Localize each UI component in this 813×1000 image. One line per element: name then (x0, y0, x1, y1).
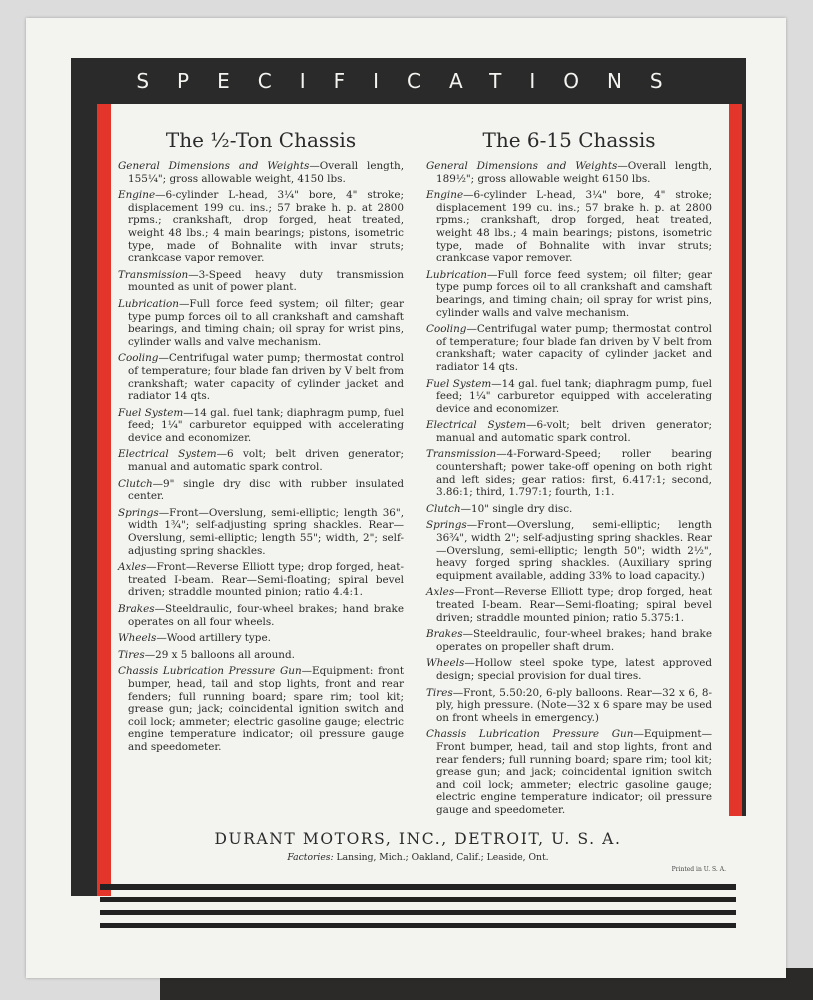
spec-term: Wheels (426, 657, 465, 670)
spec-item (426, 419, 712, 444)
spec-item (426, 657, 712, 682)
spec-item (118, 448, 404, 473)
spec-item (118, 189, 404, 265)
spec-item (118, 352, 404, 402)
half-ton-chassis-column (118, 128, 404, 758)
spec-text: —Overall length, 189½"; gross allowable weight 6150 lbs. (436, 160, 712, 185)
spec-text: —Front—Reverse Elliott type; drop forged, heat treated I-beam. Rear—Semi-floating; spiral bevel driven; straddle mounted pinion; ratio 5.375:1. (436, 586, 712, 624)
spec-item (426, 323, 712, 373)
spec-text: —4-Forward-Speed; roller bearing countershaft; power take-off opening on both right and left sides; gear ratios: first, 6.417:1; second, 3.86:1; third, 1.797:1; fourth, 1:1. (436, 448, 712, 499)
factories-line (118, 852, 718, 863)
spec-term: Springs (118, 506, 159, 519)
spec-text: —10" single dry disc. (460, 502, 573, 515)
company-name: DURANT MOTORS, INC., DETROIT, U. S. A. (214, 830, 622, 848)
spec-term: Transmission (426, 448, 497, 461)
factories-list: Lansing, Mich.; Oakland, Calif.; Leaside, Ont. (336, 852, 549, 863)
spec-item (118, 561, 404, 599)
spec-text: —3-Speed heavy duty transmission mounted as unit of power plant. (128, 268, 404, 294)
footer-stripe (100, 910, 736, 915)
spec-text: —Hollow steel spoke type, latest approved design; special provision for dual tires. (436, 657, 712, 682)
half-ton-chassis-title: The ½-Ton Chassis (165, 128, 357, 152)
spec-item (426, 586, 712, 624)
spec-term: Clutch (118, 477, 153, 490)
spec-item (118, 632, 404, 645)
spec-term: Tires (426, 686, 453, 699)
spec-item (426, 519, 712, 582)
spec-item (426, 728, 712, 816)
half-ton-spec-list (118, 160, 404, 754)
spec-item (426, 378, 712, 416)
printed-note: Printed in U. S. A. (671, 866, 726, 873)
spec-term: Cooling (426, 323, 467, 336)
left-red-border (97, 104, 111, 896)
spec-item (426, 448, 712, 498)
spec-text: —14 gal. fuel tank; diaphragm pump, fuel feed; 1¼" carburetor equipped with accelerating device and economizer. (128, 406, 404, 444)
six-fifteen-spec-list (426, 160, 712, 817)
left-black-border (71, 104, 97, 896)
spec-term: Clutch (426, 502, 461, 515)
spec-text: —Front—Overslung, semi-elliptic; length 36¾", width 2"; self-adjusting spring shackles. Rear—Overslung, semi-elliptic; length 50"; width 2½", heavy forged spring shackles. (Auxiliary spring equipment available, adding 33% to load capacity.) (436, 519, 712, 582)
six-fifteen-chassis-column (426, 128, 712, 821)
spec-term: Wheels (118, 632, 157, 645)
spec-text: —6-cylinder L-head, 3¼" bore, 4" stroke; displacement 199 cu. ins.; 57 brake h. p. at 2800 rpms.; crankshaft, drop forged, heat treated, weight 48 lbs.; 4 main bearings; pistons, isometric type, made of Bohnalite with invar struts; crankcase vapor remover. (128, 189, 404, 265)
spec-text: —Front—Reverse Elliott type; drop forged, heat-treated I-beam. Rear—Semi-floating; spiral bevel driven; straddle mounted pinion; ratio 4.4:1. (128, 561, 404, 599)
spec-text: —9" single dry disc with rubber insulated center. (128, 477, 404, 503)
spec-term: Brakes (426, 628, 463, 641)
spec-term: Chassis Lubrication Pressure Gun (118, 665, 302, 678)
spec-text: —Steeldraulic, four-wheel brakes; hand brake operates on all four wheels. (128, 603, 404, 628)
spec-item (426, 189, 712, 265)
spec-item (426, 160, 712, 185)
right-black-border (742, 104, 746, 816)
footer-stripe (100, 923, 736, 928)
spec-term: Axles (118, 561, 147, 574)
spec-term: Brakes (118, 603, 155, 615)
spec-term: Fuel System (426, 377, 492, 390)
spec-item (118, 269, 404, 294)
spec-item (118, 507, 404, 557)
spec-term: Axles (426, 586, 455, 599)
spec-text: —Steeldraulic, four-wheel brakes; hand brake operates on propeller shaft drum. (436, 628, 712, 653)
spec-term: Engine (426, 189, 464, 202)
spec-term: Cooling (118, 352, 159, 365)
spec-text: —Front—Overslung, semi-elliptic; length 36", width 1¾"; self-adjusting spring shackles. Rear—Overslung, semi-elliptic; length 55"; width, 2"; self-adjusting spring shackles. (128, 506, 404, 557)
spec-text: —29 x 5 balloons all around. (144, 648, 295, 661)
six-fifteen-chassis-title: The 6-15 Chassis (482, 128, 656, 152)
spec-text: —Front, 5.50:20, 6-ply balloons. Rear—32 x 6, 8-ply, high pressure. (Note—32 x 6 spare may be used on front wheels in emergency.) (436, 686, 712, 724)
spec-item (118, 665, 404, 753)
spec-term: Electrical System (118, 448, 217, 461)
spec-item (118, 298, 404, 348)
spec-text: —Full force feed system; oil filter; gear type pump forces oil to all crankshaft and camshaft bearings, and timing chain; oil spray for wrist pins, cylinder walls and valve mechanism. (436, 268, 712, 319)
spec-text: —Centrifugal water pump; thermostat control of temperature; four blade fan driven by V belt from crankshaft; water capacity of cylinder jacket and radiator 14 qts. (128, 352, 404, 403)
spec-item (426, 503, 712, 516)
spec-item (118, 478, 404, 503)
spec-item (118, 649, 404, 662)
spec-text: —Centrifugal water pump; thermostat control of temperature; four blade fan driven by V belt from crankshaft; water capacity of cylinder jacket and radiator 14 qts. (436, 323, 712, 373)
spec-term: Lubrication (426, 268, 487, 281)
spec-item (118, 603, 404, 628)
spec-text: —6-cylinder L-head, 3¼" bore, 4" stroke; displacement 199 cu. ins.; 57 brake h. p. at 2800 rpms.; crankshaft, drop forged, heat treated, weight 48 lbs.; 4 main bearings; pistons, isometric type, made of Bohnalite with invar struts; crankcase vapor remover. (436, 189, 712, 265)
footer-stripe (100, 884, 736, 890)
spec-item (118, 160, 404, 185)
factories-label: Factories: (287, 852, 334, 863)
spec-term: General Dimensions and Weights (118, 160, 310, 172)
spec-text: —Equipment: front bumper, head, tail and stop lights, front and rear fenders; full running board; spare rim; tool kit; grease gun; jack; coincidental ignition switch and coil lock; ammeter; electric gasoline gauge; electric engine temperature indicator; oil pressure gauge and speedometer. (128, 665, 405, 753)
footer-stripe (100, 897, 736, 902)
spec-term: Lubrication (118, 297, 179, 310)
spec-text: —6 volt; belt driven generator; manual and automatic spark control. (128, 448, 404, 474)
spec-item (118, 407, 404, 445)
spec-term: Engine (118, 189, 156, 202)
spec-term: General Dimensions and Weights (426, 160, 618, 172)
spec-term: Fuel System (118, 406, 184, 419)
spec-term: Springs (426, 519, 467, 532)
spec-term: Transmission (118, 268, 189, 281)
right-red-border (729, 104, 742, 816)
spec-text: —Wood artillery type. (156, 632, 271, 645)
specifications-header: SPECIFICATIONS (71, 58, 746, 104)
spec-item (426, 687, 712, 725)
spec-text: —14 gal. fuel tank; diaphragm pump, fuel feed; 1¼" carburetor equipped with accelerating device and economizer. (436, 377, 712, 415)
spec-item (426, 269, 712, 319)
spec-text: —Overall length, 155¼"; gross allowable weight, 4150 lbs. (128, 160, 404, 185)
spec-item (426, 628, 712, 653)
spec-text: —6-volt; belt driven generator; manual and automatic spark control. (436, 419, 712, 444)
spec-term: Electrical System (426, 419, 527, 432)
spec-term: Tires (118, 648, 145, 661)
spec-term: Chassis Lubrication Pressure Gun (426, 728, 634, 741)
spec-text: —Full force feed system; oil filter; gear type pump forces oil to all crankshaft and camshaft bearings, and timing chain; oil spray for wrist pins, cylinder walls and valve mechanism. (128, 297, 404, 348)
spec-text: —Equipment—Front bumper, head, tail and stop lights, front and rear fenders; full running board; spare rim; tool kit; grease gun; and jack; coincidental ignition switch and coil lock; ammeter; electric gasoline gauge; electric engine temperature indicator; oil pressure gauge and speedometer. (436, 728, 712, 816)
